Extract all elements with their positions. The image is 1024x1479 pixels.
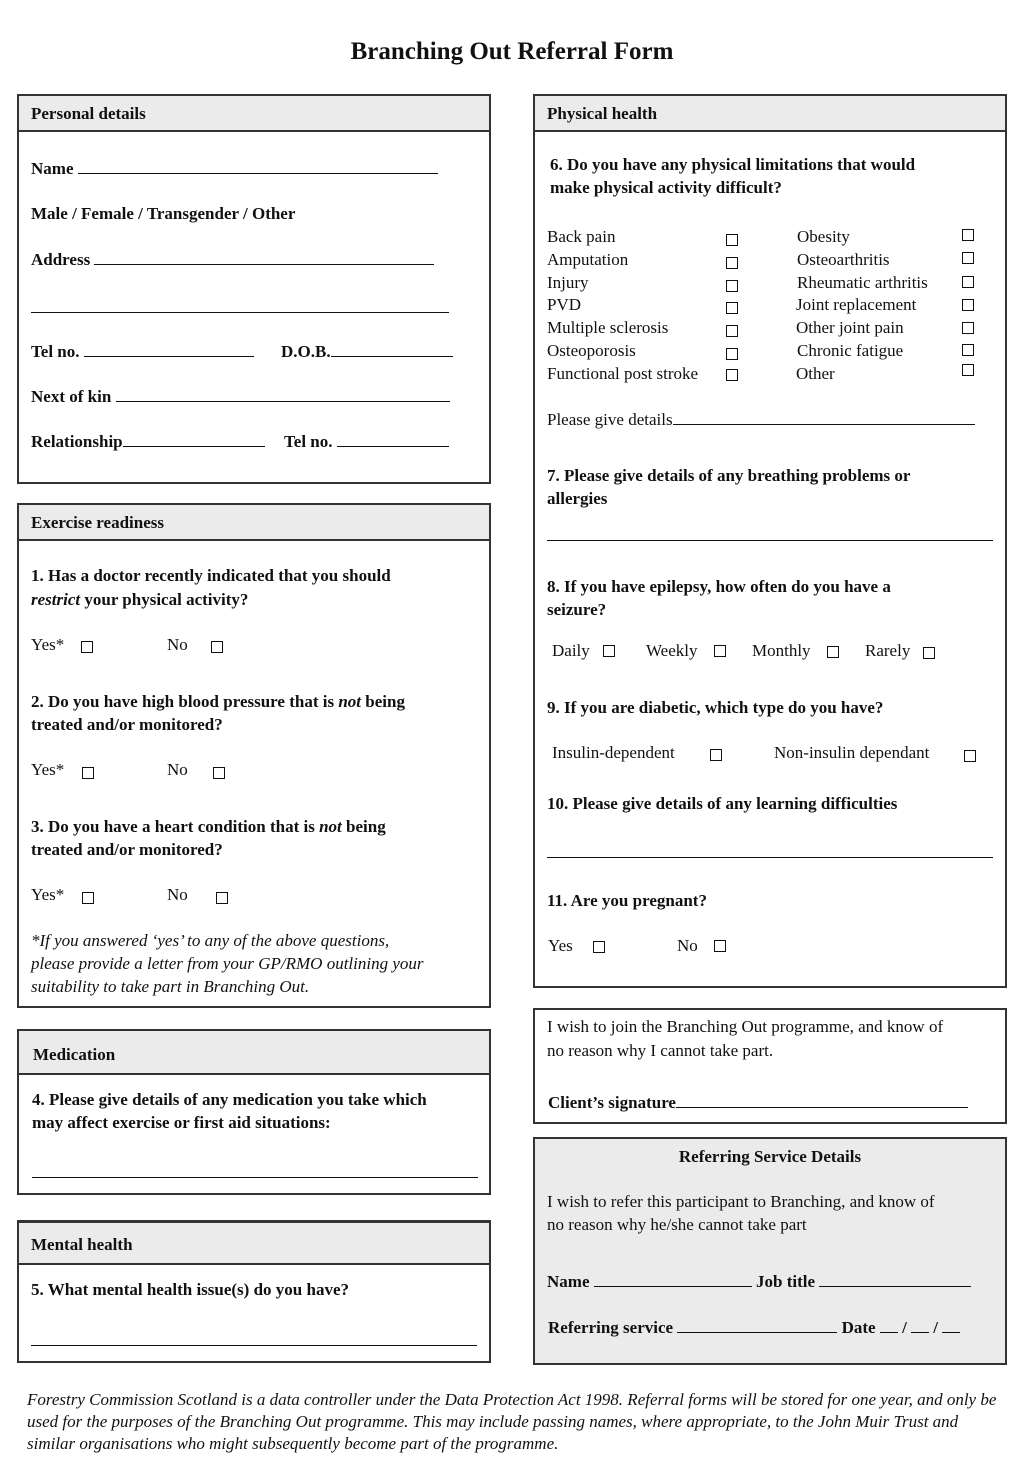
address-input-line[interactable] [94,249,434,265]
next-of-kin-label: Next of kin [31,387,112,406]
q2-text-a: 2. Do you have high blood pressure that is [31,692,339,711]
q2-line2: treated and/or monitored? [31,715,223,734]
address-line-2[interactable] [31,297,449,313]
q3-yes-label: Yes* [31,885,65,904]
consent-line2: no reason why I cannot take part. [547,1041,774,1060]
insulin-dependent-label: Insulin-dependent [552,743,675,762]
tel-field[interactable] [31,341,254,362]
limitation-label: Functional post stroke [547,364,699,383]
non-insulin-checkbox[interactable] [964,750,976,762]
breathing-answer-line[interactable] [547,525,993,541]
mental-health-answer-line[interactable] [31,1330,477,1346]
q1-yes-label: Yes* [31,635,65,654]
limitation-label: Rheumatic arthritis [797,273,928,292]
relationship-field[interactable] [31,431,265,452]
data-protection-footer: Forestry Commission Scotland is a data controller under the Data Protection Act 1998. Referral forms will be stored for one year, and only be used for the purposes of the Branching Out programme. This may include passing names, where appropriate, to the John Muir Trust and similar organisations who might subsequently become part of the programme. [27,1390,997,1453]
details-input-line[interactable] [673,409,975,425]
referrer-name-field[interactable] [547,1271,971,1292]
rheumatic-arthritis-checkbox[interactable] [962,276,974,288]
consent-line1: I wish to join the Branching Out programme, and know of [547,1017,944,1036]
kin-tel-label: Tel no. [284,432,333,451]
q1-line1: 1. Has a doctor recently indicated that you should [31,566,391,585]
limitation-label: Osteoporosis [547,341,636,360]
q2-yes-label: Yes* [31,760,65,779]
pregnant-yes-checkbox[interactable] [593,941,605,953]
q2-line1 [31,692,405,712]
seizure-monthly-checkbox[interactable] [827,646,839,658]
q3-text-b: being [341,817,386,836]
seizure-monthly-label: Monthly [752,641,811,660]
osteoporosis-checkbox[interactable] [726,348,738,360]
limitation-label: Other joint pain [796,318,904,337]
functional-post-stroke-checkbox[interactable] [726,369,738,381]
q3-line1 [31,817,386,837]
dob-field[interactable] [281,341,453,362]
date-label: Date [841,1318,876,1337]
seizure-rarely-checkbox[interactable] [923,647,935,659]
personal-details-heading: Personal details [19,96,489,132]
limitation-label: Joint replacement [796,295,917,314]
q1-emphasis: restrict [31,590,81,609]
exercise-readiness-heading: Exercise readiness [19,505,489,541]
gp-note-line1: *If you answered ‘yes’ to any of the above questions, [31,931,390,950]
name-input-line[interactable] [78,158,438,174]
referring-service-heading: Referring Service Details [678,1147,862,1166]
seizure-rarely-label: Rarely [865,641,911,660]
relationship-label: Relationship [31,432,123,451]
gender-options[interactable]: Male / Female / Transgender / Other [31,204,296,223]
q3-no-checkbox[interactable] [216,892,228,904]
personal-details-section [17,94,491,484]
insulin-dependent-checkbox[interactable] [710,749,722,761]
other-checkbox[interactable] [962,364,974,376]
q6-line1: 6. Do you have any physical limitations that would [550,155,916,174]
q7-line1: 7. Please give details of any breathing problems or [547,466,911,485]
q10-text: 10. Please give details of any learning difficulties [547,794,898,813]
referrer-name-label: Name [547,1272,590,1291]
q11-text: 11. Are you pregnant? [547,891,707,910]
seizure-weekly-label: Weekly [646,641,698,660]
q1-no-label: No [167,635,188,654]
address-field[interactable] [31,249,434,270]
q1-no-checkbox[interactable] [211,641,223,653]
date-month-line[interactable] [911,1317,929,1333]
seizure-daily-checkbox[interactable] [603,645,615,657]
address-label: Address [31,250,91,269]
limitation-label: PVD [547,295,582,314]
q4-line1: 4. Please give details of any medication you take which [32,1090,427,1109]
next-of-kin-input-line[interactable] [116,386,450,402]
limitation-label: Obesity [797,227,850,246]
limitation-label: Back pain [547,227,616,246]
name-label: Name [31,159,74,178]
date-day-line[interactable] [880,1317,898,1333]
q5-text: 5. What mental health issue(s) do you have? [31,1280,349,1299]
limitation-label: Osteoarthritis [797,250,890,269]
date-year-line[interactable] [942,1317,960,1333]
q7-line2: allergies [547,489,608,508]
seizure-weekly-checkbox[interactable] [714,645,726,657]
tel-label: Tel no. [31,342,80,361]
back-pain-checkbox[interactable] [726,234,738,246]
limitation-label: Injury [547,273,589,292]
referring-service-label: Referring service [548,1318,674,1337]
q2-no-label: No [167,760,188,779]
q2-text-b: being [361,692,405,711]
amputation-checkbox[interactable] [726,257,738,269]
referring-service-line[interactable] [677,1317,837,1333]
q8-line2: seizure? [547,600,607,619]
job-title-line[interactable] [819,1271,971,1287]
limitation-label: Other [796,364,835,383]
limitation-label: Amputation [547,250,629,269]
pregnant-no-label: No [677,936,698,955]
client-signature-field[interactable] [548,1092,968,1113]
injury-checkbox[interactable] [726,280,738,292]
q1-line2 [31,590,248,610]
joint-replacement-checkbox[interactable] [962,299,974,311]
gp-note-line2: please provide a letter from your GP/RMO outlining your [31,954,424,973]
details-field[interactable] [547,409,975,430]
limitation-label: Multiple sclerosis [547,318,669,337]
q2-yes-checkbox[interactable] [82,767,94,779]
details-label: Please give details [547,410,673,429]
q6-line2: make physical activity difficult? [550,178,782,197]
job-title-label: Job title [755,1272,816,1291]
seizure-daily-label: Daily [552,641,590,660]
relationship-input-line[interactable] [123,431,265,447]
mental-health-heading: Mental health [19,1223,489,1265]
gp-note-line3: suitability to take part in Branching Out. [31,977,310,996]
limitation-label: Chronic fatigue [797,341,904,360]
q3-yes-checkbox[interactable] [82,892,94,904]
multiple-sclerosis-checkbox[interactable] [726,325,738,337]
q3-line2: treated and/or monitored? [31,840,223,859]
q1-rest: your physical activity? [80,590,249,609]
referring-service-field[interactable] [548,1317,960,1338]
kin-tel-field[interactable] [284,431,449,452]
referring-line2: no reason why he/she cannot take part [547,1215,807,1234]
learning-answer-line[interactable] [547,842,993,858]
referrer-name-line[interactable] [594,1271,752,1287]
q9-text: 9. If you are diabetic, which type do you have? [547,698,884,717]
name-field[interactable] [31,158,438,179]
q2-no-checkbox[interactable] [213,767,225,779]
medication-heading: Medication [19,1031,489,1075]
q3-no-label: No [167,885,188,904]
date-separator: / [902,1318,907,1337]
client-signature-line[interactable] [676,1092,968,1108]
client-signature-label: Client’s signature [548,1093,676,1112]
kin-tel-input-line[interactable] [337,431,449,447]
tel-input-line[interactable] [84,341,254,357]
date-separator: / [933,1318,939,1337]
physical-health-heading: Physical health [535,96,1005,132]
osteoarthritis-checkbox[interactable] [962,252,974,264]
q8-line1: 8. If you have epilepsy, how often do you have a [547,577,891,596]
chronic-fatigue-checkbox[interactable] [962,344,974,356]
pvd-checkbox[interactable] [726,302,738,314]
page-title: Branching Out Referral Form [350,38,674,65]
non-insulin-label: Non-insulin dependant [774,743,930,762]
next-of-kin-field[interactable] [31,386,450,407]
q3-emphasis: not [319,817,342,836]
dob-input-line[interactable] [331,341,453,357]
pregnant-no-checkbox[interactable] [714,940,726,952]
medication-answer-line[interactable] [32,1162,478,1178]
obesity-checkbox[interactable] [962,229,974,241]
pregnant-yes-label: Yes [548,936,573,955]
other-joint-pain-checkbox[interactable] [962,322,974,334]
dob-label: D.O.B. [281,342,331,361]
q3-text-a: 3. Do you have a heart condition that is [31,817,320,836]
q1-yes-checkbox[interactable] [81,641,93,653]
q2-emphasis: not [338,692,362,711]
referring-line1: I wish to refer this participant to Branching, and know of [547,1192,935,1211]
q4-line2: may affect exercise or first aid situations: [32,1113,331,1132]
